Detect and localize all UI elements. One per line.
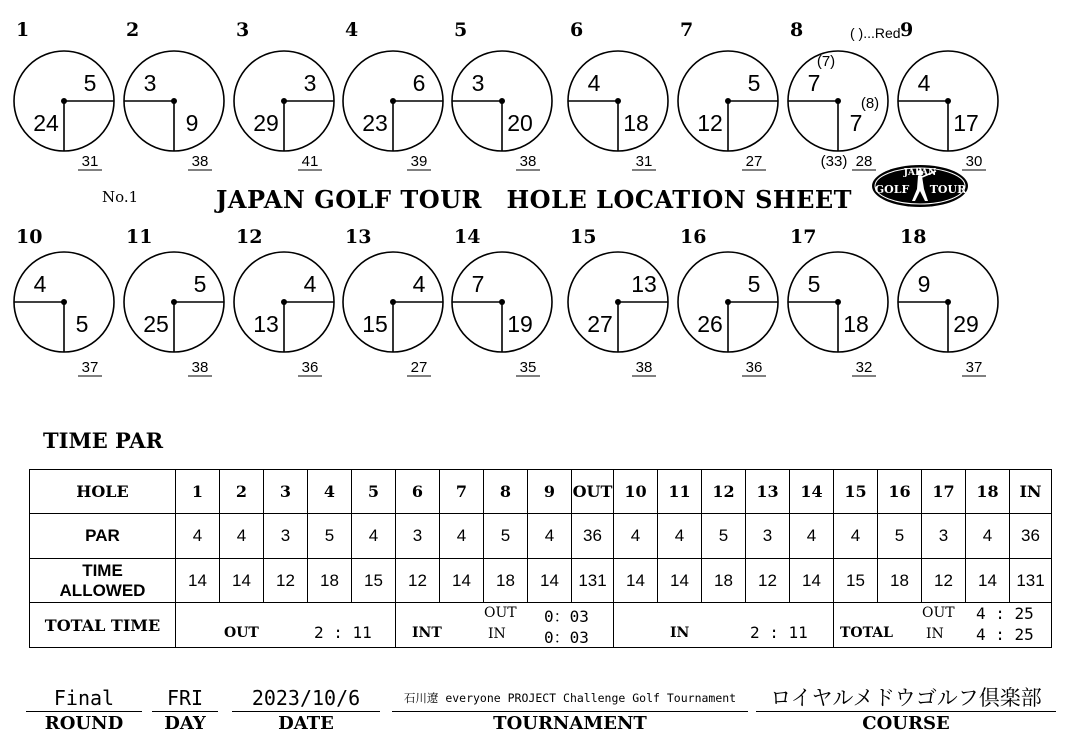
hole-depth-distance: 19	[507, 311, 533, 337]
total-in-label: IN	[670, 625, 690, 641]
hole-edge-distance: 3	[303, 70, 317, 96]
hole-header: 3	[264, 470, 308, 514]
date-value: 2023/10/6	[232, 685, 380, 712]
hole-number: 7	[680, 19, 694, 41]
green-depth: 27	[410, 359, 428, 376]
time-allowed-value: 14	[658, 559, 702, 603]
total-out-label: OUT	[224, 625, 259, 641]
hole-number: 4	[345, 19, 359, 41]
hole-number: 17	[790, 226, 817, 248]
hole-header: 15	[834, 470, 878, 514]
int-out-label: OUT	[484, 605, 517, 621]
day-label: DAY	[164, 713, 206, 734]
hole-edge-distance: 7	[471, 271, 485, 297]
par-value: 36	[572, 514, 614, 559]
hole-edge-distance: 6	[412, 70, 426, 96]
par-value: 4	[176, 514, 220, 559]
time-allowed-value: 131	[1010, 559, 1052, 603]
hole-row	[30, 470, 1052, 514]
round-field	[26, 685, 142, 736]
logo-text-tour: TOUR	[929, 183, 967, 196]
green-depth: 36	[301, 359, 319, 376]
hole-edge-distance: 5	[83, 70, 97, 96]
hole-depth-distance: 18	[623, 110, 649, 136]
green-depth: 36	[745, 359, 763, 376]
par-value: 4	[352, 514, 396, 559]
logo-text-golf: GOLF	[874, 183, 910, 196]
par-label: PAR	[30, 514, 176, 559]
par-value: 3	[396, 514, 440, 559]
pin-dot	[945, 98, 951, 104]
hole-number: 3	[236, 19, 250, 41]
green-depth: 37	[81, 359, 99, 376]
hole-header: 17	[922, 470, 966, 514]
par-value: 4	[528, 514, 572, 559]
time-allowed-label-line1: TIME	[82, 560, 123, 580]
hole-edge-distance: 3	[471, 70, 485, 96]
hole-depth-distance: 26	[697, 311, 723, 337]
hole-depth-distance: 29	[253, 110, 279, 136]
red-green-depth: (33)	[820, 153, 848, 170]
hole-number: 10	[16, 226, 43, 248]
pin-dot	[281, 98, 287, 104]
time-allowed-value: 12	[922, 559, 966, 603]
hole-edge-distance: 7	[807, 70, 821, 96]
int-in-label: IN	[488, 626, 506, 642]
time-allowed-value: 131	[572, 559, 614, 603]
sheet-number: No.1	[102, 188, 139, 206]
hole-label: HOLE	[30, 470, 176, 514]
hole-depth-distance: 13	[253, 311, 279, 337]
pin-dot	[281, 299, 287, 305]
green-depth: 38	[635, 359, 653, 376]
round-value: Final	[26, 685, 142, 712]
hole-edge-distance: 4	[303, 271, 317, 297]
hole-number: 18	[900, 226, 927, 248]
green-depth: 31	[81, 153, 99, 170]
sheet-footer	[0, 685, 1080, 745]
green-depth: 35	[519, 359, 537, 376]
par-value: 4	[614, 514, 658, 559]
pin-dot	[615, 299, 621, 305]
grand-total-in-label: IN	[926, 626, 944, 642]
logo-text-japan: JAPAN	[903, 168, 937, 178]
hole-header: 2	[220, 470, 264, 514]
hole-depth-distance: 15	[362, 311, 388, 337]
hole-edge-distance: 3	[143, 70, 157, 96]
pin-dot	[725, 299, 731, 305]
hole-edge-distance: 13	[631, 271, 657, 297]
time-allowed-label-line2: ALLOWED	[59, 580, 146, 600]
pin-dot	[61, 299, 67, 305]
int-in-time: 0：03	[544, 628, 589, 647]
pin-dot	[725, 98, 731, 104]
red-tee-legend: ( )...Red	[850, 25, 901, 41]
grand-total-out-label: OUT	[922, 605, 955, 621]
par-value: 4	[790, 514, 834, 559]
green-depth: 30	[965, 153, 983, 170]
tournament-label: TOURNAMENT	[493, 713, 647, 734]
time-allowed-value: 18	[308, 559, 352, 603]
time-allowed-value: 18	[702, 559, 746, 603]
hole-number: 11	[126, 226, 153, 248]
course-field	[756, 685, 1056, 736]
hole-depth-distance: 9	[185, 110, 199, 136]
hole-header: 10	[614, 470, 658, 514]
hole-edge-distance: 5	[193, 271, 207, 297]
day-value: FRI	[152, 685, 218, 712]
hole-depth-distance: 29	[953, 311, 979, 337]
total-int-cell	[396, 603, 614, 648]
course-value: ロイヤルメドウゴルフ倶楽部	[756, 685, 1056, 712]
hole-edge-distance: 5	[747, 271, 761, 297]
green-depth: 31	[635, 153, 653, 170]
hole-depth-distance: 17	[953, 110, 979, 136]
hole-depth-distance: 12	[697, 110, 723, 136]
hole-depth-distance: 23	[362, 110, 388, 136]
hole-header: 13	[746, 470, 790, 514]
hole-depth-distance: 5	[75, 311, 89, 337]
japan-golf-tour-logo	[870, 163, 970, 209]
pin-dot	[835, 299, 841, 305]
green-depth: 27	[745, 153, 763, 170]
hole-number: 14	[454, 226, 481, 248]
time-allowed-value: 14	[966, 559, 1010, 603]
hole-edge-distance: 4	[33, 271, 47, 297]
hole-depth-distance: 7	[849, 110, 863, 136]
time-allowed-value: 14	[176, 559, 220, 603]
hole-edge-distance: 5	[807, 271, 821, 297]
hole-number: 1	[16, 19, 30, 41]
hole-header: 12	[702, 470, 746, 514]
par-value: 5	[484, 514, 528, 559]
hole-depth-distance: 18	[843, 311, 869, 337]
date-field	[232, 685, 380, 736]
hole-number: 9	[900, 19, 914, 41]
hole-number: 13	[345, 226, 372, 248]
pin-dot	[171, 98, 177, 104]
par-value: 4	[220, 514, 264, 559]
hole-header: OUT	[572, 470, 614, 514]
hole-depth-distance: 20	[507, 110, 533, 136]
tournament-field	[392, 685, 748, 736]
hole-edge-distance: 4	[412, 271, 426, 297]
hole-depth-distance: 25	[143, 311, 169, 337]
hole-header: 1	[176, 470, 220, 514]
pin-dot	[615, 98, 621, 104]
hole-edge-distance: 4	[587, 70, 601, 96]
total-in-cell	[614, 603, 834, 648]
time-allowed-value: 14	[220, 559, 264, 603]
time-allowed-value: 14	[440, 559, 484, 603]
hole-number: 16	[680, 226, 707, 248]
hole-number: 5	[454, 19, 468, 41]
red-edge-distance: (7)	[816, 53, 836, 70]
red-depth-distance: (8)	[860, 95, 880, 112]
par-value: 3	[264, 514, 308, 559]
hole-header: 16	[878, 470, 922, 514]
pin-dot	[171, 299, 177, 305]
par-value: 5	[702, 514, 746, 559]
hole-edge-distance: 5	[747, 70, 761, 96]
par-value: 3	[922, 514, 966, 559]
time-allowed-value: 14	[790, 559, 834, 603]
hole-header: 7	[440, 470, 484, 514]
pin-dot	[499, 98, 505, 104]
int-label: INT	[412, 625, 442, 641]
hole-header: 5	[352, 470, 396, 514]
time-par-title: TIME PAR	[43, 428, 164, 453]
time-allowed-value: 15	[834, 559, 878, 603]
par-value: 4	[966, 514, 1010, 559]
hole-header: 11	[658, 470, 702, 514]
total-time-label: TOTAL TIME	[30, 603, 176, 648]
grand-total-label: TOTAL	[840, 625, 893, 641]
tournament-value: 石川遼 everyone PROJECT Challenge Golf Tournament	[392, 685, 748, 712]
hole-header: 9	[528, 470, 572, 514]
pin-dot	[835, 98, 841, 104]
time-allowed-value: 14	[528, 559, 572, 603]
pin-dot	[499, 299, 505, 305]
hole-number: 15	[570, 226, 597, 248]
green-depth: 38	[191, 359, 209, 376]
par-value: 4	[658, 514, 702, 559]
total-in-time: 2 : 11	[750, 623, 808, 642]
green-depth: 39	[410, 153, 428, 170]
time-allowed-value: 12	[396, 559, 440, 603]
par-row	[30, 514, 1052, 559]
date-label: DATE	[278, 713, 334, 734]
time-allowed-value: 18	[484, 559, 528, 603]
green-depth: 38	[191, 153, 209, 170]
time-allowed-value: 12	[264, 559, 308, 603]
sheet-title: JAPAN GOLF TOUR HOLE LOCATION SHEET	[216, 185, 853, 214]
green-depth: 37	[965, 359, 983, 376]
hole-header: 4	[308, 470, 352, 514]
hole-header: 6	[396, 470, 440, 514]
int-out-time: 0：03	[544, 607, 589, 626]
pin-dot	[390, 98, 396, 104]
par-value: 4	[440, 514, 484, 559]
hole-edge-distance: 9	[917, 271, 931, 297]
par-value: 3	[746, 514, 790, 559]
hole-number: 12	[236, 226, 263, 248]
time-allowed-value: 14	[614, 559, 658, 603]
hole-header: 18	[966, 470, 1010, 514]
hole-depth-distance: 27	[587, 311, 613, 337]
time-allowed-row	[30, 559, 1052, 603]
green-depth: 41	[301, 153, 319, 170]
total-out-cell	[176, 603, 396, 648]
course-label: COURSE	[862, 713, 950, 734]
hole-number: 2	[126, 19, 140, 41]
hole-edge-distance: 4	[917, 70, 931, 96]
total-time-row	[30, 603, 1052, 648]
green-depth: 38	[519, 153, 537, 170]
par-value: 36	[1010, 514, 1052, 559]
hole-header: 14	[790, 470, 834, 514]
par-value: 4	[834, 514, 878, 559]
green-depth: 32	[855, 359, 873, 376]
grand-total-in-time: 4 : 25	[976, 625, 1034, 644]
pin-dot	[61, 98, 67, 104]
par-value: 5	[878, 514, 922, 559]
hole-depth-distance: 24	[33, 110, 59, 136]
green-depth: 28	[855, 153, 873, 170]
time-allowed-label	[30, 559, 176, 603]
pin-dot	[945, 299, 951, 305]
grand-total-out-time: 4 : 25	[976, 604, 1034, 623]
total-out-time: 2 : 11	[314, 623, 372, 642]
hole-header: 8	[484, 470, 528, 514]
day-field	[152, 685, 218, 736]
hole-number: 8	[790, 19, 804, 41]
round-label: ROUND	[44, 713, 124, 734]
time-allowed-value: 15	[352, 559, 396, 603]
time-allowed-value: 12	[746, 559, 790, 603]
hole-header: IN	[1010, 470, 1052, 514]
hole-number: 6	[570, 19, 584, 41]
time-par-table	[29, 469, 1052, 648]
pin-dot	[390, 299, 396, 305]
time-allowed-value: 18	[878, 559, 922, 603]
grand-total-cell	[834, 603, 1052, 648]
par-value: 5	[308, 514, 352, 559]
